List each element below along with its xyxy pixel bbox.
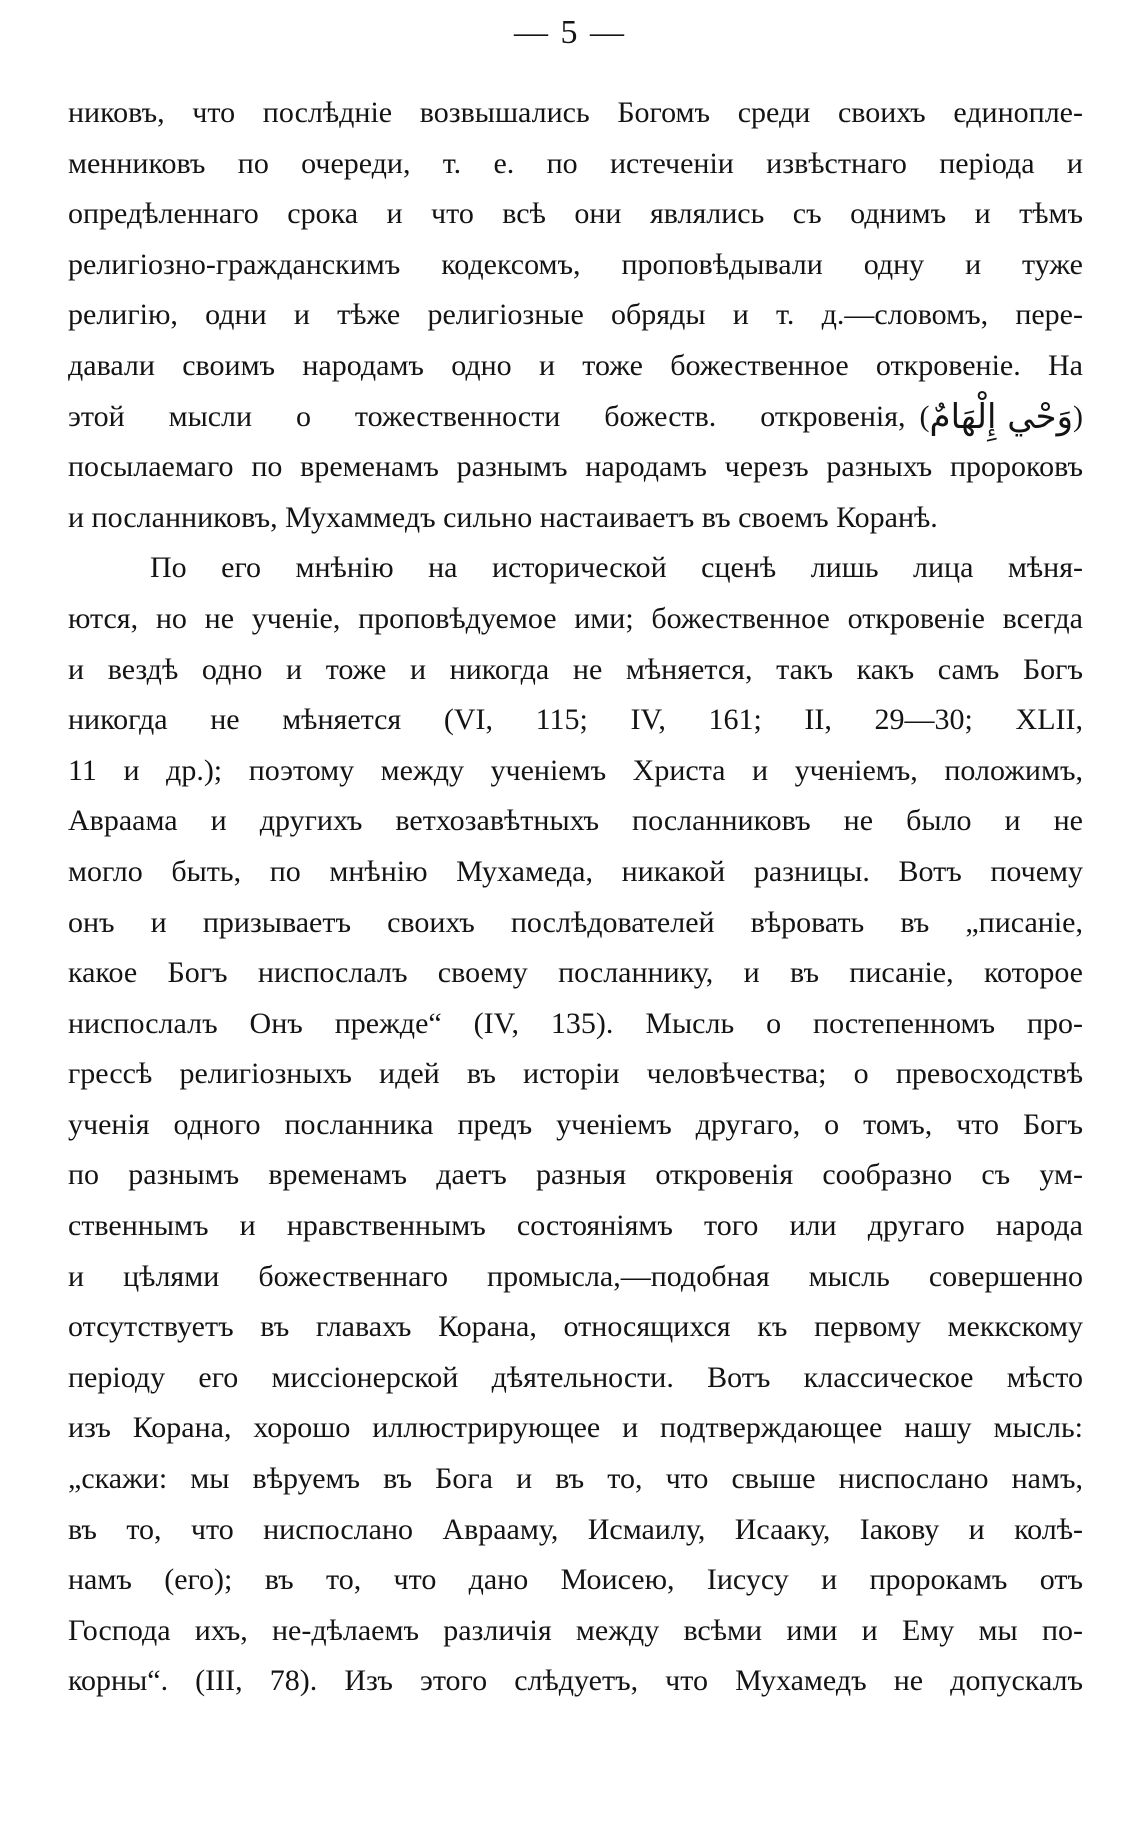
text-line: какое Богъ ниспослалъ своему посланнику, и въ писаніе, которое bbox=[68, 956, 1083, 990]
text-line: 11 и др.); поэтому между ученіемъ Христа и ученіемъ, положимъ, bbox=[68, 753, 1083, 787]
text-line: грессѣ религіозныхъ идей въ исторіи человѣчества; о превосходствѣ bbox=[68, 1057, 1083, 1091]
text-line: ученія одного посланника предъ ученіемъ другаго, о томъ, что Богъ bbox=[68, 1107, 1083, 1141]
arabic-term: وَحْي إِلْهَامٌ bbox=[929, 396, 1073, 437]
text-line-paragraph-start: По его мнѣнію на исторической сценѣ лишь лица мѣня- bbox=[150, 551, 1083, 585]
text-line: и цѣлями божественнаго промысла,—подобная мысль совершенно bbox=[68, 1259, 1083, 1293]
text-line: отсутствуетъ въ главахъ Корана, относящихся къ первому меккскому bbox=[68, 1310, 1083, 1344]
text-line: религію, одни и тѣже религіозные обряды и т. д.—словомъ, пере- bbox=[68, 298, 1083, 332]
text-line: давали своимъ народамъ одно и тоже божественное откровеніе. На bbox=[68, 348, 1083, 382]
text-line: намъ (его); въ то, что дано Моисею, Іисусу и пророкамъ отъ bbox=[68, 1563, 1083, 1597]
text-line: могло быть, по мнѣнію Мухамеда, никакой разницы. Вотъ почему bbox=[68, 854, 1083, 888]
text-line: въ то, что ниспослано Аврааму, Исмаилу, Исааку, Іакову и колѣ- bbox=[68, 1512, 1083, 1546]
text-line: по разнымъ временамъ даетъ разныя откровенія сообразно съ ум- bbox=[68, 1158, 1083, 1192]
text-line: ются, но не ученіе, проповѣдуемое ими; божественное откровеніе всегда bbox=[68, 601, 1083, 635]
close-paren: ) bbox=[1073, 399, 1083, 433]
text-line: Господа ихъ, не-дѣлаемъ различія между всѣми ими и Ему мы по- bbox=[68, 1613, 1083, 1647]
text-line: „скажи: мы вѣруемъ въ Бога и въ то, что свыше ниспослано намъ, bbox=[68, 1462, 1083, 1496]
text-line-lead: этой мысли о тожественности божеств. откровенія, bbox=[68, 399, 906, 433]
text-line: никогда не мѣняется (VI, 115; IV, 161; II, 29—30; XLII, bbox=[68, 703, 1083, 737]
text-line: Авраама и другихъ ветхозавѣтныхъ посланниковъ не было и не bbox=[68, 804, 1083, 838]
open-paren: ( bbox=[919, 399, 930, 433]
text-line: опредѣленнаго срока и что всѣ они являлись съ однимъ и тѣмъ bbox=[68, 197, 1083, 231]
text-line: религіозно-гражданскимъ кодексомъ, проповѣдывали одну и туже bbox=[68, 247, 1083, 281]
text-line: и посланниковъ, Мухаммедъ сильно настаиваетъ въ своемъ Коранѣ. bbox=[68, 500, 938, 534]
text-line: посылаемаго по временамъ разнымъ народамъ черезъ разныхъ пророковъ bbox=[68, 450, 1083, 484]
text-line: корны“. (III, 78). Изъ этого слѣдуетъ, что Мухамедъ не допускалъ bbox=[68, 1664, 1083, 1698]
text-line: ниспослалъ Онъ прежде“ (IV, 135). Мысль о постепенномъ про- bbox=[68, 1006, 1083, 1040]
text-line: менниковъ по очереди, т. е. по истеченіи извѣстнаго періода и bbox=[68, 146, 1083, 180]
text-line: онъ и призываетъ своихъ послѣдователей вѣровать въ „писаніе, bbox=[68, 905, 1083, 939]
text-line: никовъ, что послѣдніе возвышались Богомъ среди своихъ единопле- bbox=[68, 96, 1083, 129]
body-text bbox=[68, 88, 1083, 1707]
page-number: — 5 — bbox=[514, 14, 626, 51]
text-line: и вездѣ одно и тоже и никогда не мѣняется, такъ какъ самъ Богъ bbox=[68, 652, 1083, 686]
text-line: ственнымъ и нравственнымъ состояніямъ того или другаго народа bbox=[68, 1209, 1083, 1243]
text-line: періоду его миссіонерской дѣятельности. Вотъ классическое мѣсто bbox=[68, 1360, 1083, 1394]
text-line: изъ Корана, хорошо иллюстрирующее и подтверждающее нашу мысль: bbox=[68, 1411, 1083, 1445]
text-line-with-arabic bbox=[68, 392, 1083, 443]
